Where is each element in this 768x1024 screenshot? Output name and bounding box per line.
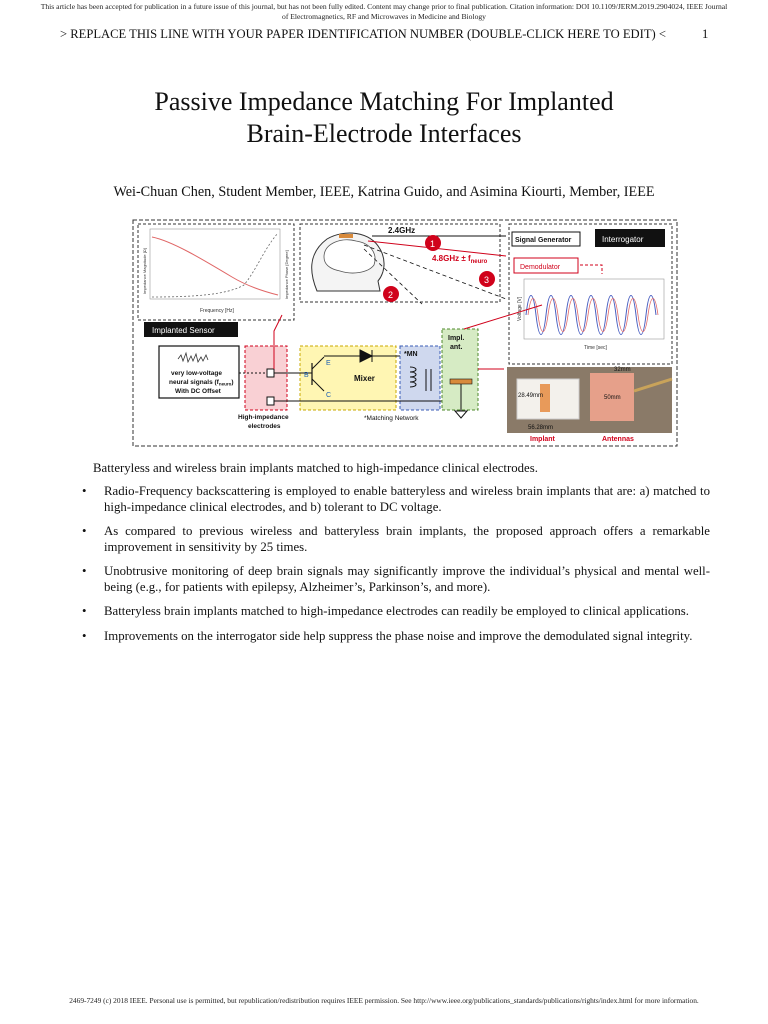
pin-e-label: E <box>326 360 331 367</box>
freq-4-8-label <box>432 254 488 265</box>
highlight-text: Batteryless brain implants matched to high-impedance electrodes can readily be employed to clinical applications. <box>104 604 689 619</box>
journal-notice-line1: This article has been accepted for publication in a future issue of this journal, but has not been fully edited. Content may change prior to final publication. Citation information: DOI 10.1109/JERM.2019.2904024, IEEE Journal <box>40 2 728 11</box>
pin-c-label: C <box>326 392 332 399</box>
neural-signal-line2-end: ) <box>231 379 234 386</box>
antenna-symbol <box>450 379 472 384</box>
impedance-plot-ylabel-left: Impedance Magnitude [Ω] <box>142 248 147 294</box>
step-1-label: 1 <box>430 239 436 249</box>
impedance-plot-ylabel-right: Impedance Phase [Degree] <box>284 250 289 299</box>
neural-signal-line2-text: neural signals (f <box>169 379 219 386</box>
electrode-terminal-bottom <box>267 397 274 405</box>
highlight-item <box>80 604 710 620</box>
bullet-dot: • <box>82 564 87 579</box>
bullet-dot: • <box>82 628 87 643</box>
neural-signal-line2-sub: neuro <box>218 381 232 387</box>
dim-50: 50mm <box>604 395 621 401</box>
bullet-dot: • <box>82 604 87 619</box>
highlight-item <box>80 524 710 556</box>
pin-b-label: B <box>304 372 309 379</box>
signal-generator-label: Signal Generator <box>515 237 572 244</box>
bullet-dot: • <box>82 524 87 539</box>
step-3-label: 3 <box>484 275 490 285</box>
highlight-text: Unobtrusive monitoring of deep brain signals may significantly improve the individual’s physical and mental well-being (e.g., for patients with epilepsy, Alzheimer’s, Parkinson’s, and more). <box>104 564 710 594</box>
freq-2-4-label: 2.4GHz <box>388 226 416 235</box>
page-number: 1 <box>702 27 709 41</box>
highlight-text: Improvements on the interrogator side help suppress the phase noise and improve the demodulated signal integrity. <box>104 628 693 643</box>
voltage-plot-xlabel: Time [sec] <box>584 345 607 351</box>
demodulator-to-plot-arrow <box>580 265 602 274</box>
freq-4-8-text: 4.8GHz ± f <box>432 254 471 263</box>
highlight-item <box>80 484 710 516</box>
implanted-sensor-label: Implanted Sensor <box>152 326 215 335</box>
electrode-terminal-top <box>267 369 274 377</box>
electrode-region <box>245 346 287 410</box>
voltage-plot-ylabel: Voltage [V] <box>517 296 523 321</box>
highlight-item <box>80 564 710 596</box>
graphical-abstract-figure <box>132 219 678 448</box>
brain-outline <box>324 240 375 273</box>
summary-sentence: Batteryless and wireless brain implants matched to high-impedance clinical electrodes. <box>93 461 538 475</box>
highlights-list <box>80 484 710 653</box>
matching-network-label: *Matching Network <box>364 415 419 422</box>
impl-ant-line1: Impl. <box>448 335 465 342</box>
dim-28-49: 28.49mm <box>518 393 544 399</box>
antennas-photo-label: Antennas <box>602 436 634 443</box>
neural-signal-line1: very low-voltage <box>171 370 222 377</box>
highlight-item <box>80 629 710 645</box>
journal-notice <box>10 2 758 22</box>
mixer-label: Mixer <box>354 374 375 383</box>
journal-notice-line2: of Electromagnetics, RF and Microwaves in Medicine and Biology <box>282 12 486 21</box>
step-2-label: 2 <box>388 290 394 300</box>
copyright-footer: 2469-7249 (c) 2018 IEEE. Personal use is permitted, but republication/redistribution requires IEEE permission. See http://www.ieee.org/publications_standards/publications/rights/index.html for more information. <box>69 996 699 1005</box>
hi-electrodes-line2: electrodes <box>248 423 281 430</box>
impl-ant-line2: ant. <box>450 344 463 351</box>
implant-on-head <box>339 234 353 238</box>
impedance-plot-axes <box>150 229 280 299</box>
ground-symbol <box>455 411 467 418</box>
implant-photo-label: Implant <box>530 436 555 443</box>
interrogator-label: Interrogator <box>602 235 644 244</box>
freq-4-8-sub: neuro <box>470 259 488 265</box>
title-line2: Brain-Electrode Interfaces <box>246 119 522 148</box>
demodulator-label: Demodulator <box>520 264 561 271</box>
dim-56-28: 56.28mm <box>528 425 554 431</box>
voltage-plot-axes <box>524 279 664 339</box>
paper-id-header: > REPLACE THIS LINE WITH YOUR PAPER IDENTIFICATION NUMBER (DOUBLE-CLICK HERE TO EDIT) < <box>60 27 666 41</box>
highlight-text: As compared to previous wireless and batteryless brain implants, the proposed approach offers a remarkable improvement in sensitivity by 25 times. <box>104 524 710 554</box>
paper-title <box>60 86 708 150</box>
dim-32: 32mm <box>614 367 631 373</box>
title-line1: Passive Impedance Matching For Implanted <box>154 87 614 116</box>
impedance-plot-xlabel: Frequency [Hz] <box>200 308 234 314</box>
mn-label: *MN <box>404 351 418 358</box>
author-list: Wei-Chuan Chen, Student Member, IEEE, Katrina Guido, and Asimina Kiourti, Member, IEEE <box>113 184 655 200</box>
highlight-text: Radio-Frequency backscattering is employed to enable batteryless and wireless brain implants that are: a) matched to high-impedance clinical electrodes, and b) tolerant to DC voltage. <box>104 484 710 514</box>
neural-signal-line3: With DC Offset <box>175 388 221 395</box>
hi-electrodes-line1: High-impedance <box>238 414 289 421</box>
bullet-dot: • <box>82 484 87 498</box>
